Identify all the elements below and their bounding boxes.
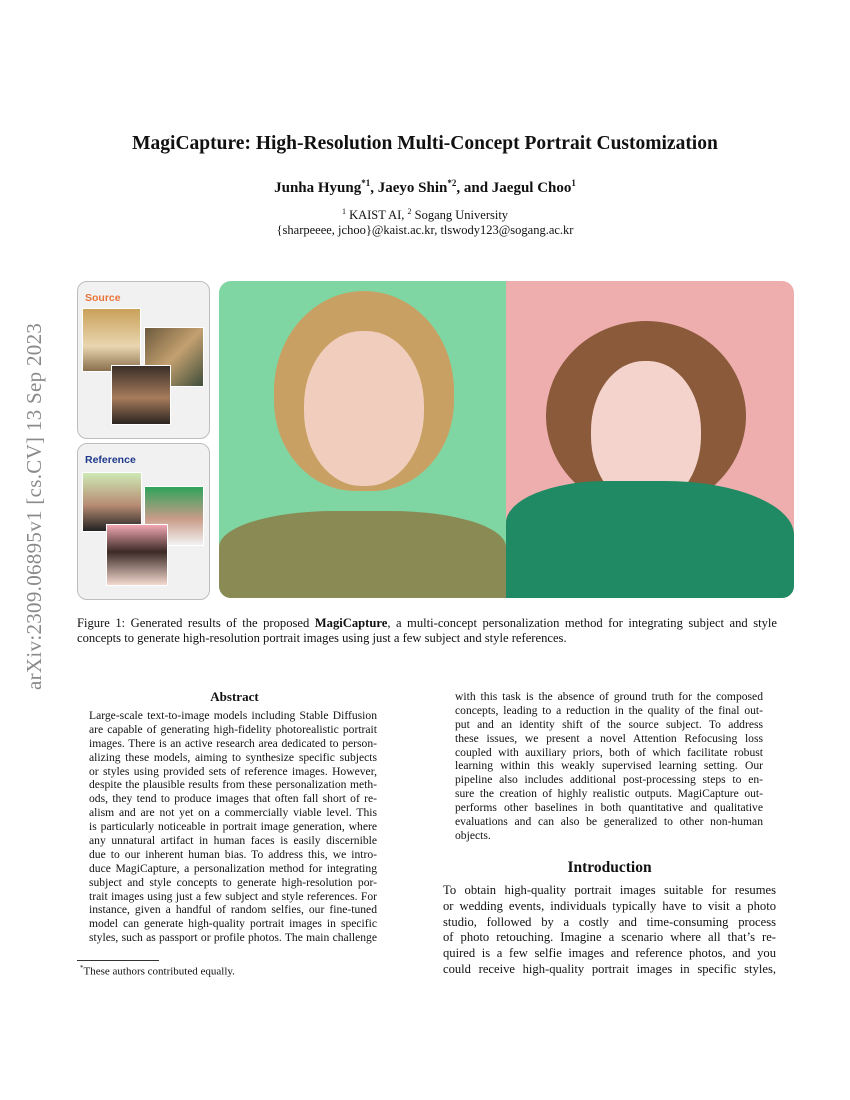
generated-portrait-green [219,281,506,598]
source-photo [82,308,141,372]
text-line: trait images using just a few subject and style references. For [89,889,377,903]
text-line: put and an identity shift of the source subject. To address [455,717,763,731]
text-line: these issues, we present a novel Attention Refocusing loss [455,731,763,745]
text-line: images. There is an active research area dedicated to person- [89,736,377,750]
caption-text: , a multi-concept personalization method for integrating subject and style concepts to generate high-resolution portrait images using just a few subject and style references. [77,616,777,645]
introduction-heading: Introduction [567,858,652,876]
separator: , [370,180,378,196]
text-line: or styles using provided sets of reference images. However, [89,764,377,778]
author-mark: 1 [571,178,576,188]
source-photo [111,365,171,425]
author: Jaeyo Shin [377,180,448,196]
affil-mark: 1 [341,207,346,216]
reference-label: Reference [85,454,136,466]
separator: , and [456,180,492,196]
text-line: ods, they tend to produce images that often fall short of re- [89,792,377,806]
text-line: with this task is the absence of ground truth for the composed [455,690,763,703]
source-panel [77,281,210,439]
text-line: performs other baselines in both quantitative and qualitative [455,801,763,815]
source-label: Source [85,292,121,304]
text-line: studio, followed by a costly and time-consuming process [443,914,776,929]
text-line: objects. [455,828,491,842]
text-line: despite the plausible results from these personalization meth- [89,778,377,792]
footnote [80,964,235,978]
generated-portraits-image [219,281,794,598]
text-line: alizing these models, aiming to synthesize specific subjects [89,750,377,764]
abstract-heading: Abstract [210,689,259,704]
text-line: any unnatural artifact in human faces is easily discernible [89,834,377,848]
text-line: of photo retouching. Imagine a scenario where all that’s re- [443,930,776,945]
paper-title: MagiCapture: High-Resolution Multi-Concept Portrait Customization [132,133,718,154]
reference-panel [77,443,210,600]
text-line: subject and style concepts to generate high-resolution por- [89,875,377,889]
author-emails: {sharpeeee, jchoo}@kaist.ac.kr, tlswody123@sogang.ac.kr [276,223,574,237]
text-line: is particularly noticeable in portrait image generation, where [89,820,377,834]
text-line: instance, given a handful of random selfies, our fine-tuned [89,903,377,917]
text-line: styles, such as passport or profile photos. The main challenge [89,931,377,945]
abstract-body [77,709,392,945]
arxiv-stamp: arXiv:2309.06895v1 [cs.CV] 13 Sep 2023 [22,322,46,690]
affil-1: KAIST AI, [345,208,408,223]
text-line: learning within this weakly supervised learning setting. Our [455,759,763,773]
footnote-mark: * [80,964,84,972]
text-line: model can generate high-quality portrait images in specific [89,917,377,931]
text-line: Large-scale text-to-image models including Stable Diffusion [89,709,377,722]
figure-caption [77,616,777,646]
author: Junha Hyung [274,180,362,196]
right-column [443,690,776,978]
generated-portrait-pink [506,281,794,598]
text-line: could receive high-quality portrait images in specific styles, [443,962,776,977]
text-line: pipeline also includes additional post-processing steps to en- [455,773,763,787]
text-line: To obtain high-quality portrait images suitable for resumes [443,882,776,897]
introduction-body [443,883,776,978]
footnote-text: These authors contributed equally. [83,965,235,978]
affil-mark: 2 [407,207,412,216]
text-line: duce MagiCapture, a personalization method for integrating [89,861,377,875]
text-line: evaluations and can also be generalized to other non-human [455,815,763,829]
text-line: coupled with auxiliary priors, both of which facilitate robust [455,745,763,759]
left-column [77,689,392,945]
reference-photo [106,524,168,586]
reference-photo [82,472,142,532]
footnote-rule [77,960,159,961]
text-line: alism and are not yet on a commercially viable level. This [89,806,377,820]
author-list [0,178,850,197]
author-mark: *1 [361,178,371,188]
text-line: concepts, leading to a reduction in the quality of the final out- [455,703,763,717]
affiliations [0,207,850,223]
caption-bold: MagiCapture [314,616,388,630]
abstract-body-continued [443,690,776,843]
text-line: or wedding events, individuals typically have to visit a photo [443,898,776,913]
text-line: are capable of generating high-fidelity photorealistic portrait [89,722,377,736]
text-line: due to our inherent human bias. To address this, we intro- [89,847,377,861]
text-line: sure the creation of highly realistic outputs. MagiCapture out- [455,787,763,801]
author: Jaegul Choo [491,180,572,196]
caption-text: Figure 1: Generated results of the proposed [77,616,315,630]
affil-2: Sogang University [411,208,509,223]
text-line: quired is a few selfie images and reference photos, and you [443,946,776,961]
author-mark: *2 [447,178,457,188]
